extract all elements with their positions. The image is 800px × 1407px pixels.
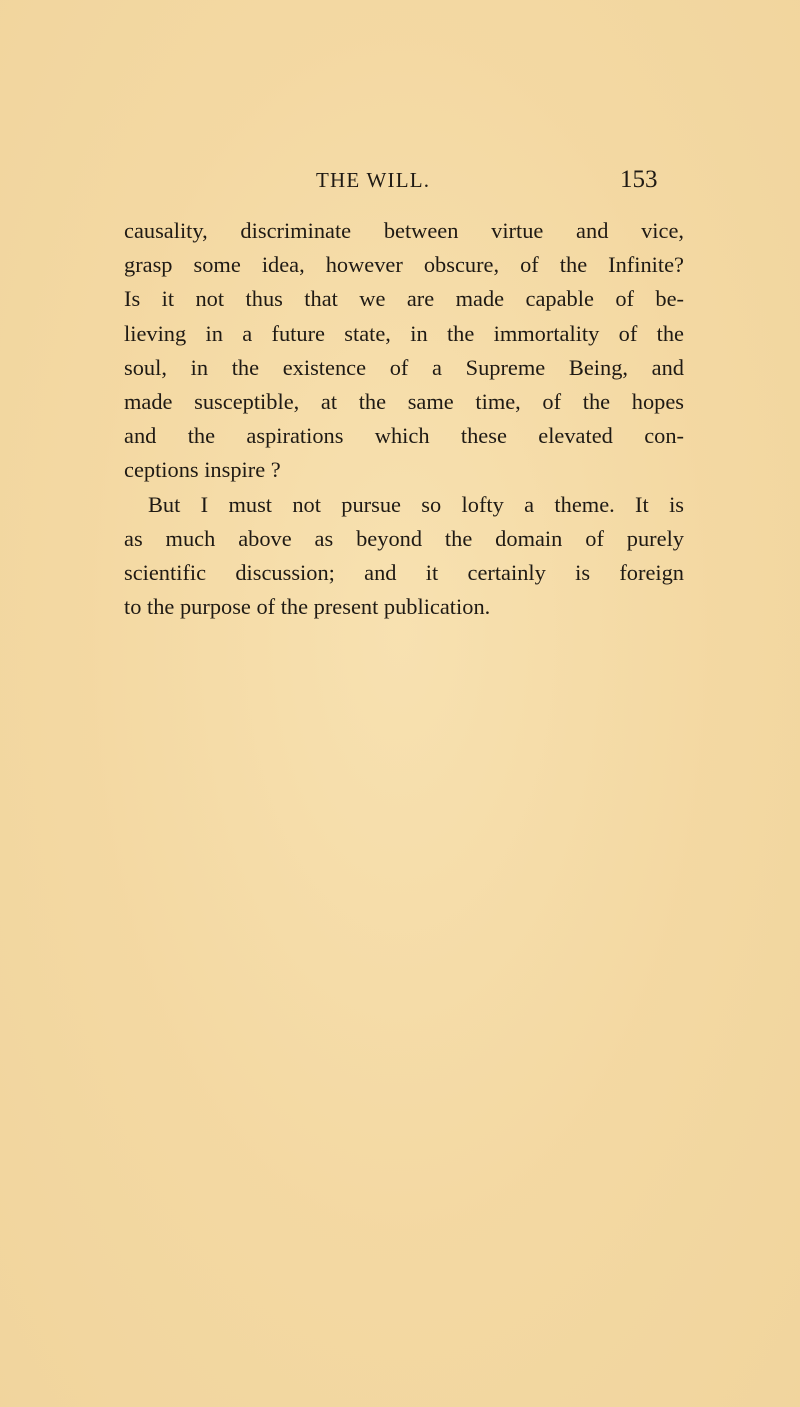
text-line: soul, in the existence of a Supreme Being, and <box>124 354 684 380</box>
text-line: But I must not pursue so lofty a theme. It is <box>148 491 684 517</box>
page-number: 153 <box>620 166 658 193</box>
text-line: as much above as beyond the domain of purely <box>124 525 684 551</box>
running-title: THE WILL. <box>316 168 431 192</box>
text-line: causality, discriminate between virtue and vice, <box>124 218 684 243</box>
body-text <box>124 214 684 624</box>
text-line: Is it not thus that we are made capable of be- <box>124 286 684 312</box>
text-line: ceptions inspire ? <box>124 457 281 483</box>
text-line: scientific discussion; and it certainly is foreign <box>124 559 684 585</box>
text-line: lieving in a future state, in the immortality of the <box>124 320 684 346</box>
running-head <box>0 165 800 195</box>
text-line: made susceptible, at the same time, of the hopes <box>124 388 684 414</box>
text-line: and the aspirations which these elevated con- <box>124 423 684 449</box>
text-line: grasp some idea, however obscure, of the Infinite? <box>124 252 684 278</box>
text-line: to the purpose of the present publication. <box>124 594 491 620</box>
